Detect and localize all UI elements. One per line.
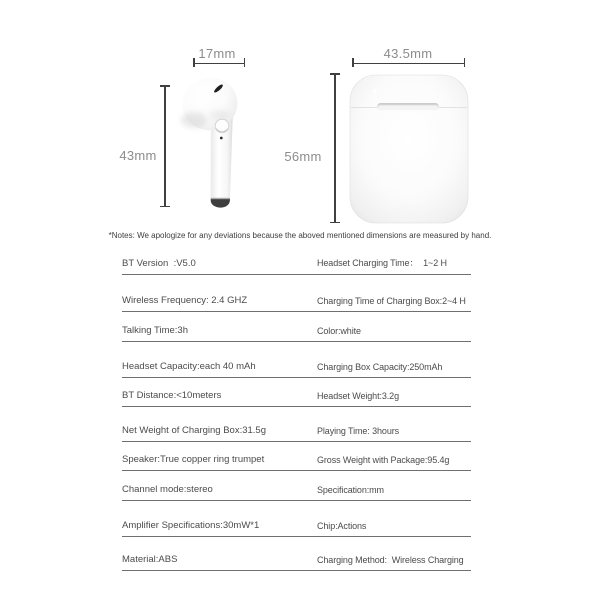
- case-reflection-speck: [373, 90, 376, 93]
- earbud-bottom-tip: [211, 199, 230, 208]
- spec-cell-left: Amplifier Specifications:30mW*1: [122, 520, 260, 531]
- spec-cell-right: Charging Time of Charging Box:2~4 H: [317, 296, 466, 306]
- spec-cell-right: Charging Box Capacity:250mAh: [317, 362, 443, 372]
- spec-cell-left: Net Weight of Charging Box:31.5g: [122, 425, 266, 436]
- spec-row: [122, 347, 471, 378]
- spec-cell-left: Material:ABS: [122, 554, 178, 565]
- earbud-mic-dot: [220, 137, 223, 140]
- earbud-width-measure-line: [193, 63, 245, 64]
- spec-cell-left: BT Version :V5.0: [122, 258, 196, 269]
- spec-cell-right: Headset Weight:3.2g: [317, 391, 399, 401]
- measure-cap: [330, 222, 340, 224]
- earbud-tip-band: [211, 198, 230, 200]
- measure-tick: [464, 58, 466, 67]
- spec-row: [122, 376, 471, 407]
- spec-cell-right: Chip:Actions: [317, 521, 367, 531]
- spec-cell-right: Gross Weight with Package:95.4g: [317, 455, 450, 465]
- spec-cell-right: Color:white: [317, 326, 361, 336]
- earbud-shading: [181, 112, 207, 128]
- earbud-head: [176, 71, 244, 137]
- case-height-measure-line: [334, 73, 336, 223]
- earbud-height-label: 43mm: [119, 148, 157, 163]
- earbud-illustration: [175, 68, 255, 213]
- measure-tick: [352, 58, 354, 67]
- spec-row: [122, 506, 471, 537]
- spec-cell-left: Channel mode:stereo: [122, 484, 213, 495]
- spec-cell-left: Speaker:True copper ring trumpet: [122, 454, 265, 465]
- spec-row: [122, 244, 471, 275]
- case-hinge-slot-inner: [378, 105, 438, 109]
- earbud-button: [215, 119, 229, 133]
- measure-cap: [330, 73, 340, 75]
- case-width-measure-line: [352, 63, 465, 64]
- spec-cell-left: BT Distance:<10meters: [122, 390, 222, 401]
- measurement-note: *Notes: We apologize for any deviations because the aboved mentioned dimensions are measured by hand.: [108, 231, 492, 240]
- spec-row: [122, 470, 471, 501]
- spec-cell-right: Specification:mm: [317, 485, 384, 495]
- earbud-shading: [209, 110, 229, 120]
- measure-tick: [193, 58, 195, 67]
- case-width-label: 43.5mm: [383, 46, 433, 61]
- case-height-label: 56mm: [284, 149, 322, 164]
- spec-cell-right: Charging Method: Wireless Charging: [317, 555, 464, 565]
- spec-cell-left: Wireless Frequency: 2.4 GHZ: [122, 295, 248, 306]
- spec-row: [122, 440, 471, 471]
- case-body: [350, 75, 468, 223]
- earbud-height-measure-line: [164, 85, 166, 207]
- spec-cell-left: Headset Capacity:each 40 mAh: [122, 361, 256, 372]
- charging-case-illustration: [348, 72, 470, 226]
- spec-cell-right: Headset Charging Time： 1~2 H: [317, 258, 447, 268]
- spec-cell-right: Playing Time: 3hours: [317, 426, 400, 436]
- measure-tick: [244, 58, 246, 67]
- spec-row: [122, 540, 471, 571]
- spec-cell-left: Talking Time:3h: [122, 325, 189, 336]
- earbud-width-label: 17mm: [198, 46, 236, 61]
- spec-row: [122, 311, 471, 342]
- measure-cap: [160, 85, 170, 87]
- spec-row: [122, 411, 471, 442]
- spec-row: [122, 281, 471, 312]
- measure-cap: [160, 206, 170, 208]
